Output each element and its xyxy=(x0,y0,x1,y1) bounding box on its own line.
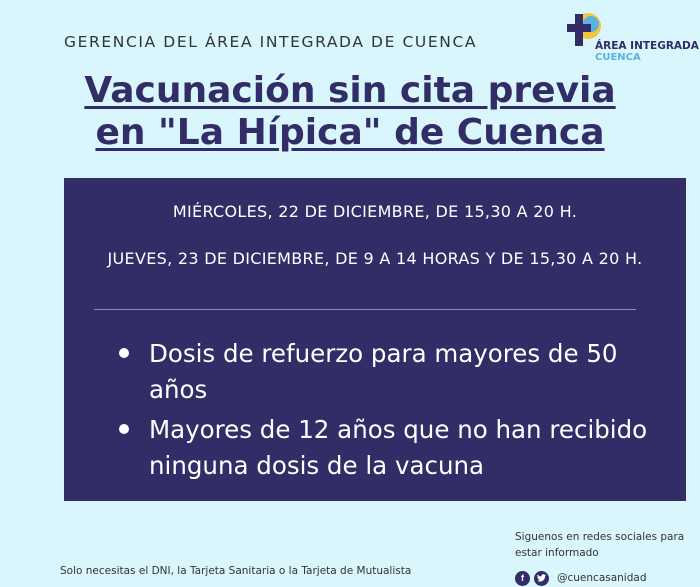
divider xyxy=(94,309,636,310)
requirements-note: Solo necesitas el DNI, la Tarjeta Sanitaria o la Tarjeta de Mutualista xyxy=(60,565,412,577)
area-integrada-logo xyxy=(565,10,699,63)
social-handle[interactable]: @cuencasanidad xyxy=(557,572,647,584)
bullet-icon xyxy=(119,348,129,358)
logo-text-line1: ÁREA INTEGRADA xyxy=(595,40,699,52)
schedule-wednesday: MIÉRCOLES, 22 DE DICIEMBRE, DE 15,30 A 20 H. xyxy=(172,202,578,221)
twitter-icon[interactable] xyxy=(534,571,549,586)
title-line1: Vacunación sin cita previa xyxy=(84,70,616,111)
list-item xyxy=(116,412,676,484)
org-header: GERENCIA DEL ÁREA INTEGRADA DE CUENCA xyxy=(64,33,478,51)
bullet-icon xyxy=(119,424,129,434)
twitter-bird-icon xyxy=(537,574,546,582)
schedule-thursday: JUEVES, 23 DE DICIEMBRE, DE 9 A 14 HORAS Y DE 15,30 A 20 H. xyxy=(107,249,643,268)
page-title xyxy=(0,70,700,154)
logo-text-line2: CUENCA xyxy=(595,52,641,63)
social-prompt: Siguenos en redes sociales para estar informado xyxy=(515,531,685,559)
eligibility-list xyxy=(116,336,676,488)
list-item xyxy=(116,336,676,408)
list-item-text: Mayores de 12 años que no han recibido ninguna dosis de la vacuna xyxy=(149,415,648,480)
list-item-text: Dosis de refuerzo para mayores de 50 años xyxy=(149,339,618,404)
info-panel xyxy=(64,178,686,501)
title-line2: en "La Hípica" de Cuenca xyxy=(95,112,605,153)
facebook-icon[interactable]: f xyxy=(515,571,530,586)
social-links xyxy=(515,570,647,586)
